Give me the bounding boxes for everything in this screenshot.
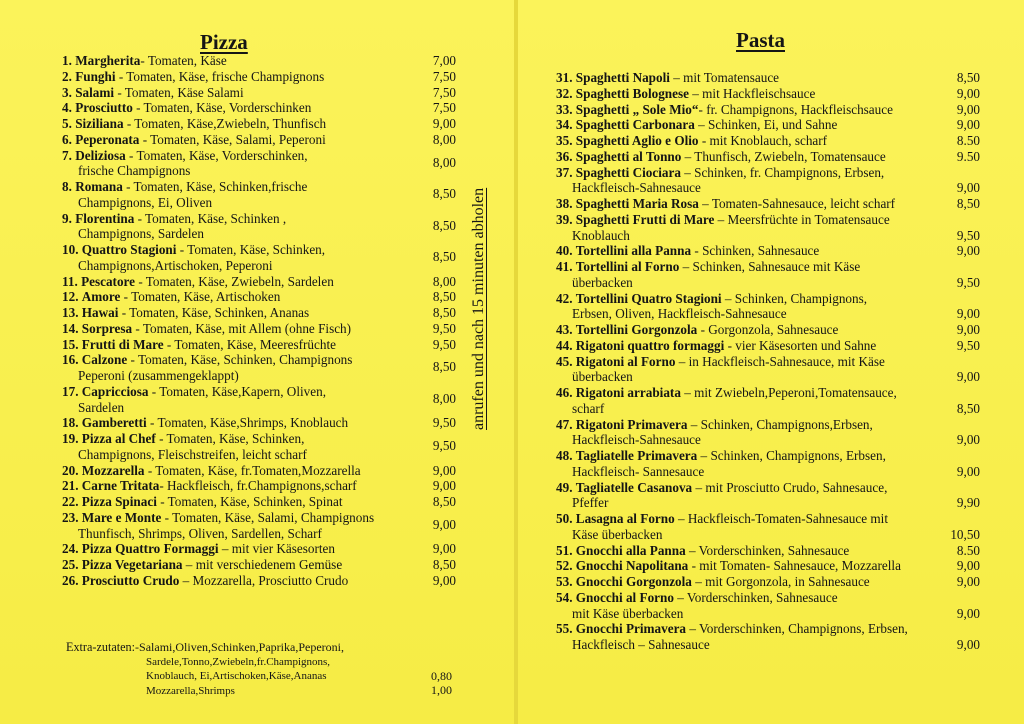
item-name: Calzone	[81, 352, 128, 368]
item-description: – Vorderschinken, Sahnesauce	[673, 589, 838, 605]
item-name: Pescatore	[81, 273, 136, 289]
item-price: 9,00	[956, 85, 980, 101]
item-description: - mit Knoblauch, scharf	[698, 133, 828, 148]
menu-item	[62, 179, 462, 211]
item-description: - Tomaten, Käse, Zwiebeln, Sardelen	[135, 273, 334, 289]
item-price: 8,50	[432, 305, 456, 320]
menu-item	[62, 337, 462, 353]
extras-line: Sardele,Tonno,Zwiebeln,fr.Champignons,	[146, 655, 331, 668]
item-name: Tortellini Gorgonzola	[575, 322, 698, 337]
item-number: 13.	[62, 305, 79, 320]
item-description: – mit Tomatensauce	[669, 70, 780, 85]
item-name: Pizza al Chef	[81, 431, 156, 446]
item-name: Deliziosa	[75, 147, 126, 163]
menu-item	[62, 132, 462, 148]
item-price: 9,00	[956, 180, 980, 196]
item-description: – Vorderschinken, Champignons, Erbsen,	[686, 621, 908, 637]
menu-item	[62, 116, 462, 132]
item-price: 9,00	[432, 516, 456, 532]
item-description: – mit verschiedenem Gemüse	[182, 557, 343, 572]
item-price: 8,50	[432, 249, 456, 264]
item-number: 5.	[62, 116, 72, 131]
item-description-continued: scharf	[572, 400, 605, 416]
item-description: – mit Zwiebeln,Peperoni,Tomatensauce,	[680, 385, 897, 400]
item-number: 48.	[556, 448, 573, 463]
item-name: Hawai	[81, 305, 119, 320]
item-number: 36.	[556, 148, 573, 164]
item-number: 19.	[62, 431, 79, 446]
item-name: Gnocchi Primavera	[575, 621, 687, 637]
item-description-continued: überbacken	[572, 369, 633, 385]
menu-item	[556, 621, 986, 653]
item-name: Quattro Stagioni	[81, 242, 177, 257]
item-description-continued: Sardelen	[78, 399, 125, 415]
item-description: - Tomaten, Käse, Schinken,frische	[122, 179, 308, 194]
item-description: – Hackfleisch-Tomaten-Sahnesauce mit	[674, 511, 888, 526]
item-description: – mit Hackfleischsauce	[688, 85, 816, 101]
item-name: Amore	[81, 289, 121, 305]
item-description-continued: mit Käse überbacken	[572, 605, 684, 621]
item-number: 26.	[62, 572, 79, 588]
item-name: Capricciosa	[81, 383, 149, 399]
item-description: – Vorderschinken, Sahnesauce	[685, 542, 850, 558]
menu-item	[62, 573, 462, 589]
item-price: 9,00	[432, 572, 456, 588]
item-number: 52.	[556, 558, 573, 574]
item-description: – Schinken, Champignons,Erbsen,	[687, 416, 873, 432]
menu-item	[556, 86, 986, 102]
item-description-continued: Thunfisch, Shrimps, Oliven, Sardellen, Scharf	[78, 525, 322, 541]
item-price: 9,50	[956, 227, 980, 243]
extras-label: Extra-zutaten:	[66, 640, 136, 654]
pasta-heading: Pasta	[736, 28, 785, 52]
item-name: Spaghetti Carbonara	[575, 117, 695, 133]
item-name: Spaghetti Aglio e Olio	[575, 133, 699, 148]
item-number: 12.	[62, 289, 79, 305]
item-number: 24.	[62, 541, 79, 557]
item-price: 8,50	[432, 289, 456, 305]
item-description-continued: Knoblauch	[572, 227, 630, 243]
item-name: Frutti di Mare	[81, 336, 164, 352]
menu-item	[62, 211, 462, 243]
item-name: Prosciutto	[75, 100, 133, 116]
item-description: - Tomaten, Käse, mit Allem (ohne Fisch)	[132, 320, 352, 336]
item-price: 9,50	[432, 438, 456, 453]
item-name: Spaghetti „ Sole Mio“	[575, 101, 699, 117]
item-number: 31.	[556, 70, 573, 85]
item-number: 33.	[556, 101, 573, 117]
item-name: Carne Tritata	[81, 478, 160, 494]
item-name: Tagliatelle Casanova	[575, 479, 693, 495]
item-number: 32.	[556, 85, 573, 101]
menu-item	[556, 511, 986, 543]
item-number: 9.	[62, 210, 72, 226]
item-number: 44.	[556, 337, 573, 353]
item-name: Peperonata	[75, 131, 140, 147]
item-number: 37.	[556, 164, 573, 180]
item-price: 9,50	[432, 415, 456, 431]
item-price: 9,50	[432, 336, 456, 352]
menu-item	[556, 117, 986, 133]
menu-item	[62, 69, 462, 85]
menu-item	[62, 305, 462, 321]
menu-item	[556, 196, 986, 212]
item-name: Pizza Quattro Formaggi	[81, 541, 219, 557]
item-description-continued: Hackfleisch – Sahnesauce	[572, 637, 710, 652]
item-number: 34.	[556, 117, 573, 133]
item-price: 8,50	[956, 70, 980, 85]
item-name: Florentina	[75, 210, 135, 226]
item-price: 8,50	[432, 359, 456, 375]
item-description-continued: Hackfleisch- Sannesauce	[572, 463, 705, 479]
menu-item	[62, 557, 462, 573]
item-name: Spaghetti Bolognese	[575, 85, 689, 101]
menu-item	[556, 291, 986, 323]
item-price: 8.50	[956, 133, 980, 148]
menu-item	[556, 70, 986, 86]
item-number: 46.	[556, 385, 573, 400]
item-name: Funghi	[75, 68, 116, 84]
item-name: Sorpresa	[81, 320, 133, 336]
item-description: - Tomaten, Käse, Vorderschinken,	[125, 147, 308, 163]
menu-item	[62, 242, 462, 274]
item-price: 7,50	[432, 84, 456, 100]
menu-item	[556, 543, 986, 559]
item-number: 15.	[62, 336, 79, 352]
menu-item	[556, 590, 986, 622]
item-price: 9,00	[956, 369, 980, 385]
item-description: – in Hackfleisch-Sahnesauce, mit Käse	[675, 353, 885, 369]
item-name: Pizza Vegetariana	[81, 557, 183, 572]
item-name: Gamberetti	[81, 415, 147, 431]
extras-price: 0,80	[431, 669, 452, 683]
menu-item	[556, 338, 986, 354]
item-number: 41.	[556, 259, 573, 274]
pasta-list	[556, 70, 986, 653]
menu-item	[556, 212, 986, 244]
item-number: 51.	[556, 542, 573, 558]
item-description: - Tomaten, Käse, Schinken,	[176, 242, 326, 257]
menu-item	[62, 148, 462, 180]
item-description-continued: Champignons,Artischoken, Peperoni	[78, 257, 273, 273]
item-description: - Tomaten, Käse,Kapern, Oliven,	[148, 383, 326, 399]
item-description: – mit vier Käsesorten	[218, 541, 335, 557]
item-name: Rigatoni quattro formaggi	[575, 337, 725, 353]
item-description: – Tomaten-Sahnesauce, leicht scharf	[698, 196, 896, 211]
item-price: 9,90	[956, 495, 980, 511]
extras-line: -Salami,Oliven,Schinken,Paprika,Peperoni,	[135, 640, 344, 654]
item-number: 45.	[556, 353, 573, 369]
item-description: - mit Tomaten- Sahnesauce, Mozzarella	[688, 558, 901, 574]
item-description-continued: Käse überbacken	[572, 526, 663, 542]
item-number: 21.	[62, 478, 79, 494]
menu-item	[556, 102, 986, 118]
menu-item	[62, 289, 462, 305]
item-number: 22.	[62, 494, 79, 509]
item-name: Spaghetti Maria Rosa	[575, 196, 699, 211]
item-description: – Schinken, Champignons, Erbsen,	[697, 448, 886, 463]
item-description: - Hackfleisch, fr.Champignons,scharf	[159, 478, 357, 494]
item-description: - Tomaten, Käse	[140, 53, 227, 68]
extras-price: 1,00	[431, 683, 452, 697]
item-price: 10,50	[950, 526, 980, 542]
item-price: 9,00	[956, 463, 980, 479]
item-name: Pizza Spinaci	[81, 494, 157, 509]
item-price: 8.50	[956, 542, 980, 558]
item-name: Salami	[75, 84, 115, 100]
pickup-note: anrufen und nach 15 minuten abholen	[470, 187, 487, 430]
menu-item	[62, 431, 462, 463]
item-price: 9.50	[956, 148, 980, 164]
item-name: Margherita	[75, 53, 141, 68]
item-description: - Tomaten, Käse, Schinken ,	[134, 210, 287, 226]
pizza-heading: Pizza	[200, 30, 248, 54]
item-price: 9,00	[432, 116, 456, 131]
item-number: 14.	[62, 320, 79, 336]
extras-line: Mozzarella,Shrimps	[146, 684, 235, 697]
extras-line: Knoblauch, Ei,Artischoken,Käse,Ananas	[146, 670, 327, 682]
item-price: 8,50	[432, 557, 456, 572]
item-price: 8,50	[956, 400, 980, 416]
menu-item	[556, 354, 986, 386]
item-number: 39.	[556, 211, 573, 227]
item-description-continued: Peperoni (zusammengeklappt)	[78, 368, 239, 383]
item-description: - fr. Champignons, Hackfleischsauce	[698, 101, 893, 117]
item-description: - Tomaten, Käse, Schinken, Spinat	[156, 494, 343, 509]
item-name: Spaghetti Frutti di Mare	[575, 211, 715, 227]
item-price: 8,50	[432, 186, 456, 201]
item-number: 11.	[62, 273, 78, 289]
item-description: – mit Prosciutto Crudo, Sahnesauce,	[692, 479, 888, 495]
item-name: Spaghetti Napoli	[575, 70, 670, 85]
item-description: – Thunfisch, Zwiebeln, Tomatensauce	[681, 148, 886, 164]
item-price: 7,50	[432, 100, 456, 116]
item-price: 9,00	[956, 637, 980, 652]
menu-item	[556, 448, 986, 480]
item-description-continued: Champignons, Ei, Oliven	[78, 194, 213, 210]
item-name: Gnocchi Gorgonzola	[575, 574, 692, 589]
item-description: – Mozzarella, Prosciutto Crudo	[179, 572, 349, 588]
item-description: - Tomaten, Käse, Schinken, Ananas	[118, 305, 310, 320]
item-name: Mare e Monte	[81, 509, 162, 525]
item-number: 8.	[62, 179, 72, 194]
item-description: – Meersfrüchte in Tomatensauce	[714, 211, 890, 227]
item-price: 9,50	[956, 274, 980, 290]
item-number: 6.	[62, 131, 72, 147]
menu-item	[556, 385, 986, 417]
item-description: - Gorgonzola, Sahnesauce	[697, 322, 839, 337]
menu-item	[556, 243, 986, 259]
item-description: - Tomaten, Käse, Schinken,	[155, 431, 305, 446]
item-description: - Tomaten, Käse,Zwiebeln, Thunfisch	[123, 116, 327, 131]
item-name: Spaghetti Ciociara	[575, 164, 681, 180]
item-number: 7.	[62, 147, 72, 163]
item-number: 49.	[556, 479, 573, 495]
item-description-continued: Champignons, Fleischstreifen, leicht scharf	[78, 446, 307, 462]
item-number: 3.	[62, 84, 72, 100]
item-description-continued: frische Champignons	[78, 163, 191, 179]
item-name: Rigatoni Primavera	[575, 416, 688, 432]
menu-item	[62, 478, 462, 494]
item-description: – mit Gorgonzola, in Sahnesauce	[691, 574, 870, 589]
item-number: 54.	[556, 589, 573, 605]
menu-item	[556, 149, 986, 165]
item-name: Mozzarella	[81, 462, 145, 478]
item-description: – Schinken, fr. Champignons, Erbsen,	[680, 164, 885, 180]
item-number: 10.	[62, 242, 79, 257]
menu-item	[556, 322, 986, 338]
menu-item	[62, 352, 462, 384]
item-price: 9,00	[956, 605, 980, 621]
item-price: 8,00	[432, 390, 456, 406]
item-price: 8,50	[956, 196, 980, 211]
menu-item	[62, 463, 462, 479]
item-name: Prosciutto Crudo	[81, 572, 180, 588]
menu-item	[62, 100, 462, 116]
item-name: Rigatoni al Forno	[575, 353, 676, 369]
item-description: - vier Käsesorten und Sahne	[724, 337, 877, 353]
item-number: 23.	[62, 509, 79, 525]
menu-item	[62, 321, 462, 337]
item-number: 20.	[62, 462, 79, 478]
item-name: Gnocchi al Forno	[575, 589, 674, 605]
menu-item	[62, 510, 462, 542]
menu-item	[62, 384, 462, 416]
item-number: 55.	[556, 621, 573, 637]
item-price: 9,00	[432, 462, 456, 478]
menu-item	[62, 494, 462, 510]
menu-item	[556, 417, 986, 449]
menu-item	[62, 274, 462, 290]
item-number: 17.	[62, 383, 79, 399]
item-number: 18.	[62, 415, 79, 431]
item-price: 9,00	[956, 574, 980, 589]
item-price: 9,00	[432, 478, 456, 494]
menu-item	[62, 415, 462, 431]
item-price: 9,50	[956, 337, 980, 353]
item-price: 9,00	[956, 558, 980, 574]
menu-item	[62, 541, 462, 557]
item-price: 9,00	[956, 117, 980, 133]
item-description-continued: Pfeffer	[572, 495, 609, 511]
item-name: Tortellini alla Panna	[575, 243, 692, 259]
item-name: Spaghetti al Tonno	[575, 148, 682, 164]
pizza-list	[62, 53, 462, 589]
item-name: Tortellini Quatro Stagioni	[575, 290, 722, 306]
item-description: - Tomaten, Käse, Meeresfrüchte	[163, 336, 336, 352]
item-number: 43.	[556, 322, 573, 337]
item-price: 8,00	[432, 273, 456, 289]
menu-item	[62, 85, 462, 101]
item-description-continued: überbacken	[572, 274, 633, 290]
item-description: – Schinken, Sahnesauce mit Käse	[679, 259, 861, 274]
item-name: Siziliana	[75, 116, 124, 131]
item-price: 8,00	[432, 131, 456, 147]
item-description: – Schinken, Champignons,	[721, 290, 868, 306]
item-description: - Tomaten, Käse,Shrimps, Knoblauch	[146, 415, 349, 431]
item-name: Rigatoni arrabiata	[575, 385, 681, 400]
item-number: 25.	[62, 557, 79, 572]
item-description: - Schinken, Sahnesauce	[691, 243, 820, 259]
item-number: 35.	[556, 133, 573, 148]
item-description: - Tomaten, Käse, frische Champignons	[115, 68, 325, 84]
item-description: - Tomaten, Käse, Salami, Peperoni	[139, 131, 326, 147]
item-description: - Tomaten, Käse, Artischoken	[120, 289, 281, 305]
item-number: 16.	[62, 352, 79, 368]
item-price: 7,50	[432, 68, 456, 84]
item-price: 9,00	[956, 322, 980, 337]
item-price: 9,00	[956, 243, 980, 259]
item-description-continued: Hackfleisch-Sahnesauce	[572, 432, 701, 448]
menu-item	[556, 133, 986, 149]
item-number: 1.	[62, 53, 72, 68]
item-name: Tagliatelle Primavera	[575, 448, 698, 463]
item-description-continued: Erbsen, Oliven, Hackfleisch-Sahnesauce	[572, 306, 787, 322]
item-name: Lasagna al Forno	[575, 511, 675, 526]
item-price: 9,00	[956, 432, 980, 448]
menu-item	[556, 558, 986, 574]
item-price: 9,00	[956, 101, 980, 117]
item-number: 47.	[556, 416, 573, 432]
item-number: 38.	[556, 196, 573, 211]
menu-item	[556, 259, 986, 291]
item-price: 8,00	[432, 154, 456, 170]
item-number: 53.	[556, 574, 573, 589]
item-price: 9,00	[956, 306, 980, 322]
item-description-continued: Champignons, Sardelen	[78, 226, 204, 242]
item-number: 2.	[62, 68, 72, 84]
item-description: - Tomaten, Käse, fr.Tomaten,Mozzarella	[144, 462, 361, 478]
item-price: 8,50	[432, 217, 456, 233]
menu-item	[62, 53, 462, 69]
menu-item	[556, 165, 986, 197]
extras-block	[66, 640, 456, 698]
menu-item	[556, 574, 986, 590]
item-description: - Tomaten, Käse, Schinken, Champignons	[127, 352, 353, 368]
item-description: - Tomaten, Käse Salami	[114, 84, 244, 100]
item-price: 9,00	[432, 541, 456, 557]
item-description-continued: Hackfleisch-Sahnesauce	[572, 180, 701, 196]
item-description: - Tomaten, Käse, Salami, Champignons	[161, 509, 375, 525]
item-name: Gnocchi alla Panna	[575, 542, 686, 558]
item-name: Gnocchi Napolitana	[575, 558, 689, 574]
item-price: 8,50	[432, 494, 456, 509]
item-description: - Tomaten, Käse, Vorderschinken	[132, 100, 312, 116]
item-description: – Schinken, Ei, und Sahne	[694, 117, 838, 133]
item-number: 42.	[556, 290, 573, 306]
item-number: 4.	[62, 100, 72, 116]
item-name: Tortellini al Forno	[575, 259, 680, 274]
item-number: 40.	[556, 243, 573, 259]
item-price: 9,50	[432, 320, 456, 336]
item-price: 7,00	[432, 53, 456, 68]
menu-item	[556, 480, 986, 512]
item-number: 50.	[556, 511, 573, 526]
item-name: Romana	[75, 179, 123, 194]
